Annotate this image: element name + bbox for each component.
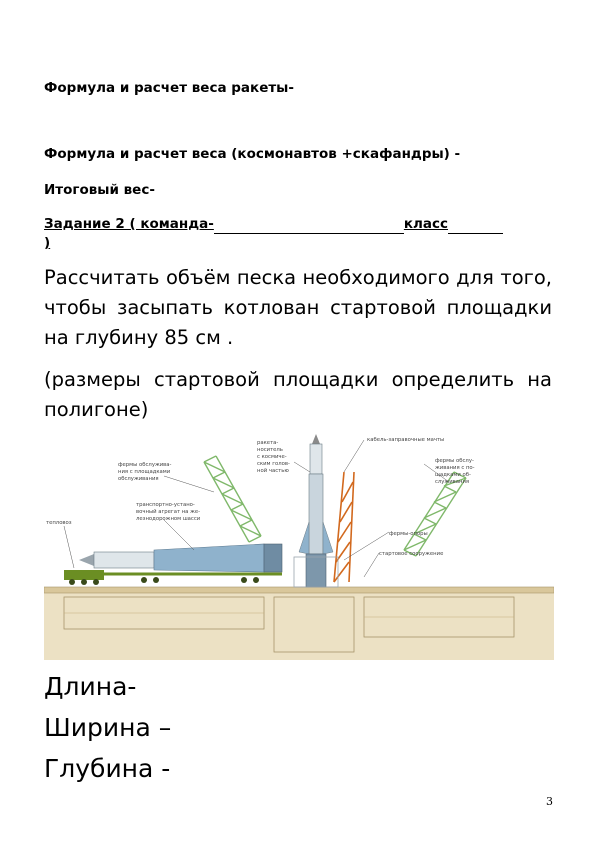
- label-erector: транспортно-устано- вочный агрегат на же- лезнодорожном шасси: [136, 502, 201, 522]
- ground-fill: [44, 592, 554, 660]
- task-heading: [44, 215, 554, 252]
- task-class-label: класс: [403, 216, 449, 232]
- task-label: Задание 2 ( команда-: [44, 216, 214, 232]
- total-weight-line: Итоговый вес-: [44, 182, 155, 198]
- launch-complex-illustration: [44, 432, 554, 660]
- ground-surface: [44, 587, 554, 593]
- label-launch-structure: стартовое сооружение: [379, 551, 444, 557]
- service-truss-left: [204, 456, 261, 542]
- label-service-trusses-left: фермы обслужива- ния с площадками обслуживания: [118, 462, 172, 482]
- label-locomotive: тепловоз: [46, 520, 72, 526]
- width-field: Ширина –: [44, 713, 172, 742]
- label-service-trusses-right: фермы обслу- живания с по- щадками об- служивания: [435, 458, 475, 485]
- rocket-on-erector: [64, 544, 282, 585]
- label-cable-masts: кабель-заправочные мачты: [367, 437, 445, 443]
- rocket-on-pad: [294, 434, 338, 587]
- task-paragraph: Рассчитать объём песка необходимого для того, чтобы засыпать котлован стартовой площадки на глубину 85 см .: [44, 266, 552, 349]
- label-carrier-rocket: ракета- носитель с космиче- ским голов- ной частью: [257, 440, 290, 474]
- cable-fueling-mast: [334, 472, 354, 582]
- team-blank: [214, 215, 404, 234]
- page-number: 3: [546, 795, 553, 808]
- label-support-trusses: фермы-опоры: [389, 531, 428, 537]
- task-close: ): [44, 235, 51, 251]
- depth-field: Глубина -: [44, 754, 171, 783]
- rocket-weight-line: Формула и расчет веса ракеты-: [44, 80, 294, 96]
- class-blank: [448, 215, 503, 234]
- task-note: (размеры стартовой площадки определить на полигоне): [44, 368, 552, 421]
- crew-weight-line: Формула и расчет веса (космонавтов +скафандры) -: [44, 146, 461, 162]
- length-field: Длина-: [44, 672, 137, 701]
